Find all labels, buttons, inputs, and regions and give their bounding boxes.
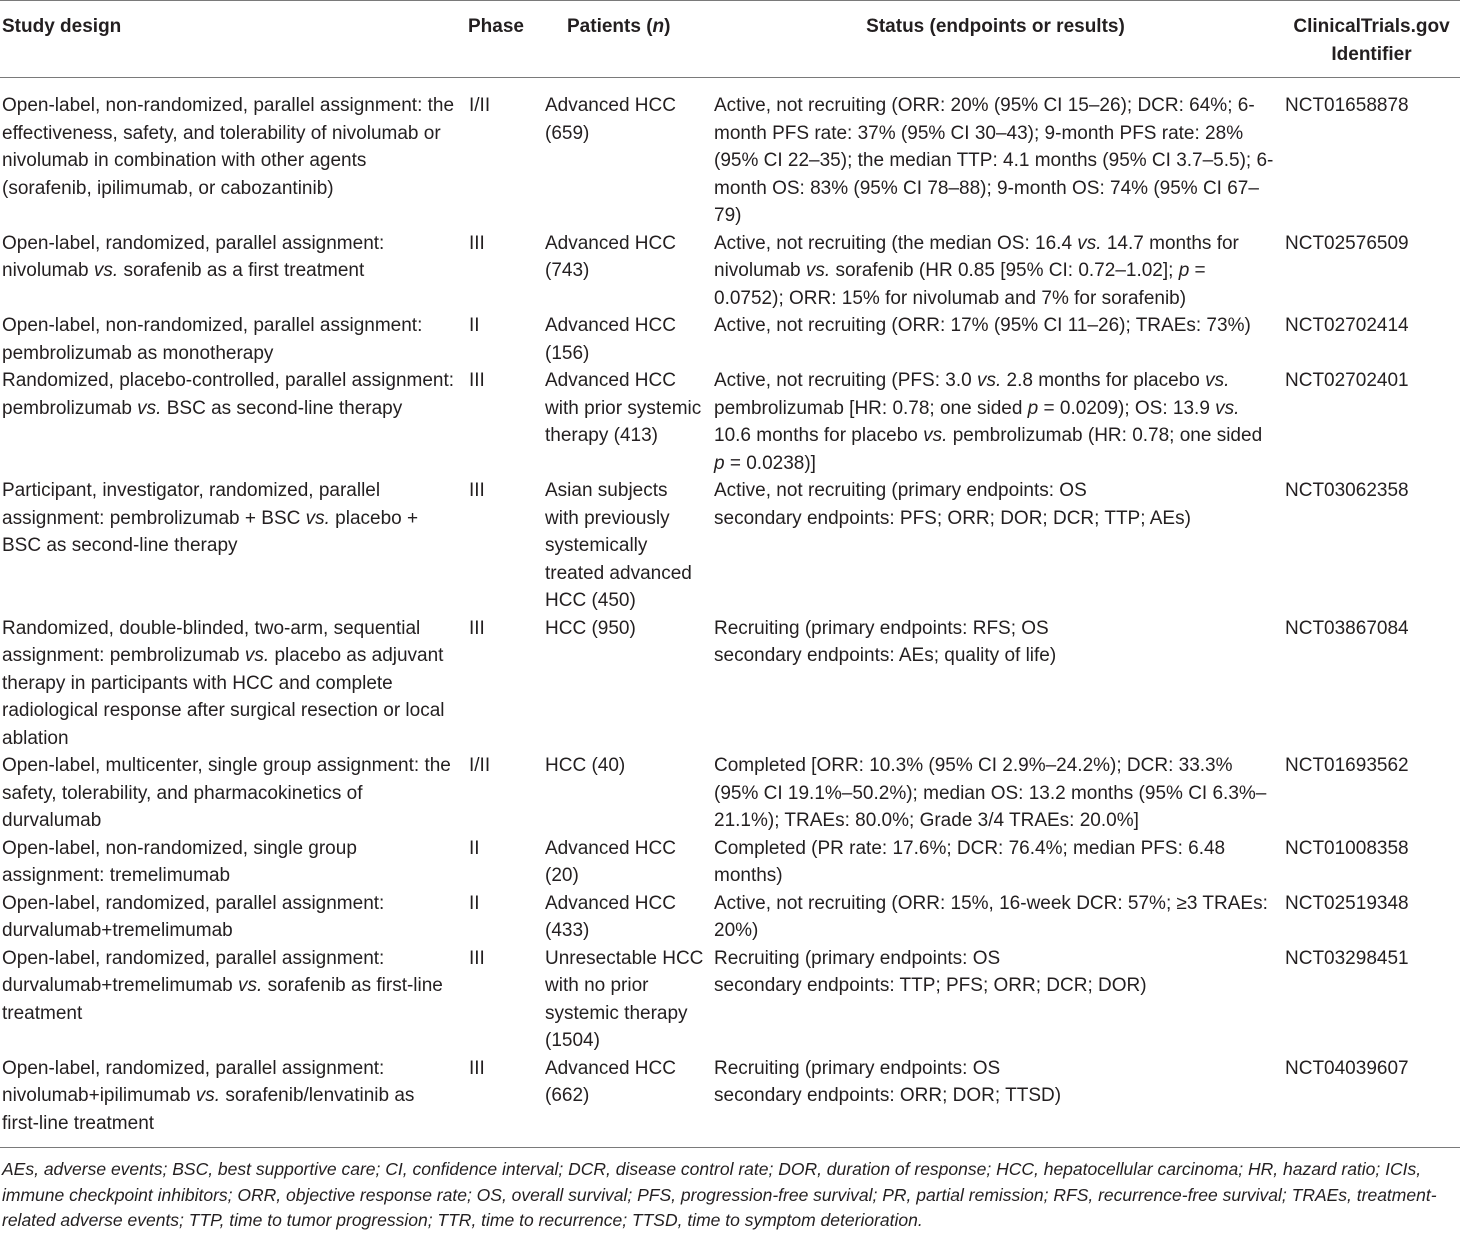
cell-identifier: NCT01008358 [1285, 837, 1409, 859]
cell-patients: Advanced HCC (743) [545, 232, 676, 281]
cell-phase: II [469, 837, 480, 859]
cell-phase: III [469, 1057, 485, 1079]
cell-identifier: NCT01658878 [1285, 95, 1409, 116]
cell-status: Active, not recruiting (primary endpoints: OS secondary endpoints: PFS; ORR; DOR; DCR; TTP; AEs) [714, 480, 1191, 529]
cell-identifier: NCT01693562 [1285, 755, 1409, 776]
cell-status: Completed [ORR: 10.3% (95% CI 2.9%–24.2%); DCR: 33.3% (95% CI 19.1%–50.2%); median OS: 13.2 months (95% CI 6.3%–21.1%); TRAEs: 80.0%; Grade 3/4 TRAEs: 20.0%] [714, 755, 1267, 831]
table-row [0, 367, 1460, 477]
cell-status: Active, not recruiting (PFS: 3.0 vs. 2.8 months for placebo vs. pembrolizumab [HR: 0.78; one sided p = 0.0209); OS: 13.9 vs. 10.6 months for placebo vs. pembrolizumab (HR: 0.78; one sided p = 0.0238)] [714, 370, 1263, 474]
header-row [0, 1, 1460, 78]
header-patients-suffix: ) [664, 16, 671, 37]
header-study-design: Study design [2, 16, 122, 37]
cell-study-design: Open-label, randomized, parallel assignment: durvalumab+tremelimumab vs. sorafenib as first-line treatment [2, 947, 443, 1024]
header-patients [539, 1, 708, 78]
cell-phase: III [469, 480, 485, 501]
cell-identifier: NCT02519348 [1285, 892, 1409, 914]
cell-patients: Unresectable HCC with no prior systemic therapy (1504) [545, 947, 704, 1051]
cell-patients: Advanced HCC (20) [545, 837, 676, 886]
cell-study-design: Open-label, non-randomized, parallel assignment: pembrolizumab as monotherapy [2, 315, 423, 364]
cell-study-design: Open-label, randomized, parallel assignment: nivolumab+ipilimumab vs. sorafenib/lenvatinib as first-line treatment [2, 1057, 415, 1134]
header-patients-n: n [652, 16, 665, 37]
cell-phase: III [469, 232, 485, 254]
table-footnote: AEs, adverse events; BSC, best supportive care; CI, confidence interval; DCR, disease control rate; DOR, duration of response; HCC, hepatocellular carcinoma; HR, hazard ratio; ICIs, immune checkpoint inhibitors; ORR, objective response rate; OS, overall survival; PFS, progression-free survival; PR, partial remission; RFS, recurrence-free survival; TRAEs, treatment-related adverse events; TTP, time to tumor progression; TTR, time to recurrence; TTSD, time to symptom deterioration. [2, 1159, 1437, 1230]
table-row [0, 890, 1460, 945]
cell-patients: HCC (40) [545, 755, 626, 776]
cell-study-design: Open-label, randomized, parallel assignment: nivolumab vs. sorafenib as a first treatment [2, 232, 385, 281]
table-row [0, 477, 1460, 615]
cell-phase: II [469, 315, 480, 336]
cell-patients: HCC (950) [545, 617, 636, 639]
cell-identifier: NCT02702414 [1285, 315, 1409, 336]
cell-identifier: NCT03062358 [1285, 480, 1409, 501]
header-patients-prefix: Patients ( [567, 16, 653, 37]
table-row [0, 78, 1460, 230]
cell-patients: Asian subjects with previously systemically treated advanced HCC (450) [545, 480, 692, 611]
cell-study-design: Open-label, non-randomized, parallel assignment: the effectiveness, safety, and tolerability of nivolumab or nivolumab in combination with other agents (sorafenib, ipilimumab, or cabozantinib) [2, 95, 455, 199]
cell-patients: Advanced HCC (156) [545, 315, 676, 364]
cell-status: Active, not recruiting (ORR: 20% (95% CI 15–26); DCR: 64%; 6-month PFS rate: 37% (95% CI 30–43); 9-month PFS rate: 28% (95% CI 22–35); the median TTP: 4.1 months (95% CI 3.7–5.5); 6-month OS: 83% (95% CI 78–88); 9-month OS: 74% (95% CI 67–79) [714, 95, 1274, 226]
cell-study-design: Open-label, multicenter, single group assignment: the safety, tolerability, and pharmacokinetics of durvalumab [2, 755, 451, 831]
cell-study-design: Open-label, randomized, parallel assignment: durvalumab+tremelimumab [2, 892, 385, 941]
cell-status: Active, not recruiting (ORR: 17% (95% CI 11–26); TRAEs: 73%) [714, 315, 1251, 336]
table-row [0, 752, 1460, 835]
cell-phase: III [469, 617, 485, 639]
cell-identifier: NCT02576509 [1285, 232, 1409, 254]
cell-status: Active, not recruiting (ORR: 15%, 16-week DCR: 57%; ≥3 TRAEs: 20%) [714, 892, 1268, 941]
cell-patients: Advanced HCC (433) [545, 892, 676, 941]
header-identifier: ClinicalTrials.gov Identifier [1293, 16, 1450, 65]
cell-phase: III [469, 370, 485, 391]
cell-status: Recruiting (primary endpoints: OS secondary endpoints: TTP; PFS; ORR; DCR; DOR) [714, 947, 1147, 996]
cell-phase: II [469, 892, 480, 914]
table-row [0, 230, 1460, 313]
table-row [0, 312, 1460, 367]
header-status: Status (endpoints or results) [866, 16, 1125, 37]
cell-phase: I/II [469, 755, 491, 776]
table-header [0, 1, 1460, 78]
cell-status: Completed (PR rate: 17.6%; DCR: 76.4%; median PFS: 6.48 months) [714, 837, 1226, 886]
table-row [0, 945, 1460, 1055]
cell-identifier: NCT03298451 [1285, 947, 1409, 969]
header-phase: Phase [468, 16, 524, 37]
cell-study-design: Open-label, non-randomized, single group assignment: tremelimumab [2, 837, 357, 886]
cell-patients: Advanced HCC with prior systemic therapy (413) [545, 370, 702, 446]
cell-patients: Advanced HCC (659) [545, 95, 676, 144]
cell-study-design: Participant, investigator, randomized, parallel assignment: pembrolizumab + BSC vs. placebo + BSC as second-line therapy [2, 480, 419, 556]
cell-status: Recruiting (primary endpoints: OS secondary endpoints: ORR; DOR; TTSD) [714, 1057, 1062, 1106]
cell-identifier: NCT03867084 [1285, 617, 1409, 639]
cell-study-design: Randomized, placebo-controlled, parallel assignment: pembrolizumab vs. BSC as second-line therapy [2, 370, 455, 419]
table-row [0, 1055, 1460, 1148]
table-body [0, 78, 1460, 1148]
cell-phase: III [469, 947, 485, 969]
cell-patients: Advanced HCC (662) [545, 1057, 676, 1106]
cell-phase: I/II [469, 95, 491, 116]
cell-identifier: NCT02702401 [1285, 370, 1409, 391]
table-row [0, 615, 1460, 753]
table-row [0, 835, 1460, 890]
cell-status: Active, not recruiting (the median OS: 16.4 vs. 14.7 months for nivolumab vs. sorafenib (HR 0.85 [95% CI: 0.72–1.02]; p = 0.0752); ORR: 15% for nivolumab and 7% for sorafenib) [714, 232, 1239, 309]
cell-status: Recruiting (primary endpoints: RFS; OS secondary endpoints: AEs; quality of life) [714, 617, 1057, 666]
cell-identifier: NCT04039607 [1285, 1057, 1409, 1079]
cell-study-design: Randomized, double-blinded, two-arm, sequential assignment: pembrolizumab vs. placebo as adjuvant therapy in participants with HCC and complete radiological response after surgical resection or local ablation [2, 617, 445, 749]
